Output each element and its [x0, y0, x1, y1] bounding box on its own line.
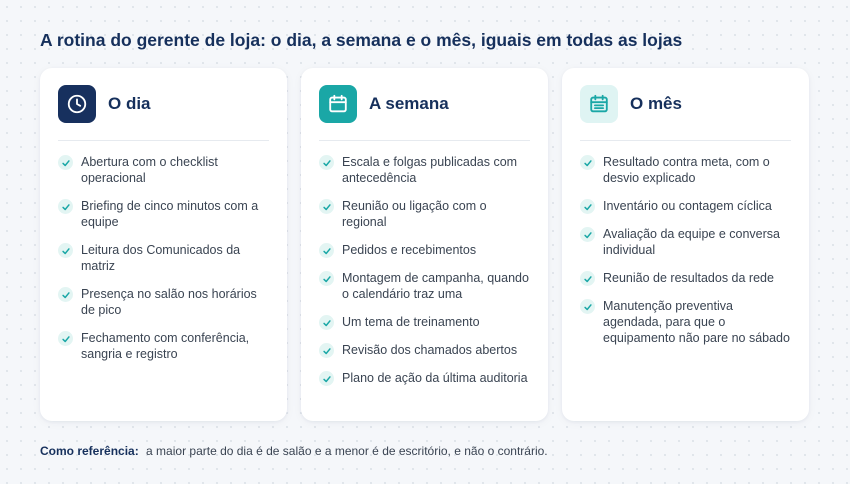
item-text: Um tema de treinamento — [342, 315, 480, 329]
item-text: Abertura com o checklist operacional — [81, 155, 218, 185]
card-week — [301, 68, 548, 421]
item-text: Leitura dos Comunicados da matriz — [81, 243, 241, 273]
list-item — [319, 198, 530, 230]
check-icon — [58, 199, 73, 214]
list-item — [580, 270, 791, 286]
routine-cards — [40, 68, 810, 421]
check-icon — [58, 287, 73, 302]
footnote-text: a maior parte do dia é de salão e a menor é de escritório, e não o contrário. — [146, 444, 548, 458]
check-icon — [580, 199, 595, 214]
list-item — [319, 342, 530, 358]
card-day — [40, 68, 287, 421]
check-icon — [58, 155, 73, 170]
card-month — [562, 68, 809, 421]
card-title: O dia — [108, 94, 151, 113]
item-text: Fechamento com conferência, sangria e registro — [81, 331, 250, 361]
check-icon — [58, 243, 73, 258]
list-item — [580, 154, 791, 186]
list-item — [319, 242, 530, 258]
clock-icon — [58, 85, 96, 123]
list-item — [319, 314, 530, 330]
list-item — [58, 330, 269, 362]
page-title: A rotina do gerente de loja: o dia, a semana e o mês, iguais em todas as lojas — [40, 30, 683, 50]
check-icon — [319, 243, 334, 258]
check-icon — [580, 299, 595, 314]
task-list — [580, 141, 791, 346]
item-text: Inventário ou contagem cíclica — [603, 199, 772, 213]
card-header — [580, 68, 791, 141]
footnote-label: Como referência: — [40, 444, 139, 458]
task-list — [58, 141, 269, 362]
check-icon — [580, 227, 595, 242]
list-item — [580, 298, 791, 346]
item-text: Manutenção preventiva agendada, para que o equipamento não pare no sábado — [603, 299, 790, 345]
card-title: O mês — [630, 94, 682, 113]
calendar-icon — [319, 85, 357, 123]
list-item — [580, 198, 791, 214]
item-text: Presença no salão nos horários de pico — [81, 287, 257, 317]
list-item — [58, 242, 269, 274]
item-text: Reunião de resultados da rede — [603, 271, 774, 285]
check-icon — [319, 199, 334, 214]
check-icon — [580, 155, 595, 170]
list-item — [58, 154, 269, 186]
item-text: Reunião ou ligação com o regional — [342, 199, 487, 229]
item-text: Montagem de campanha, quando o calendário traz uma — [342, 271, 529, 301]
item-text: Resultado contra meta, com o desvio explicado — [603, 155, 770, 185]
check-icon — [319, 315, 334, 330]
list-item — [319, 154, 530, 186]
check-icon — [580, 271, 595, 286]
card-title: A semana — [369, 94, 449, 113]
check-icon — [319, 271, 334, 286]
item-text: Plano de ação da última auditoria — [342, 371, 528, 385]
item-text: Revisão dos chamados abertos — [342, 343, 518, 357]
task-list — [319, 141, 530, 386]
footnote — [40, 444, 548, 458]
check-icon — [58, 331, 73, 346]
list-item — [58, 286, 269, 318]
check-icon — [319, 371, 334, 386]
card-header — [319, 68, 530, 141]
check-icon — [319, 343, 334, 358]
check-icon — [319, 155, 334, 170]
item-text: Avaliação da equipe e conversa individual — [603, 227, 780, 257]
list-item — [58, 198, 269, 230]
item-text: Briefing de cinco minutos com a equipe — [81, 199, 259, 229]
item-text: Pedidos e recebimentos — [342, 243, 477, 257]
list-item — [319, 370, 530, 386]
list-item — [319, 270, 530, 302]
calendar-grid-icon — [580, 85, 618, 123]
item-text: Escala e folgas publicadas com antecedência — [342, 155, 518, 185]
card-header — [58, 68, 269, 141]
list-item — [580, 226, 791, 258]
